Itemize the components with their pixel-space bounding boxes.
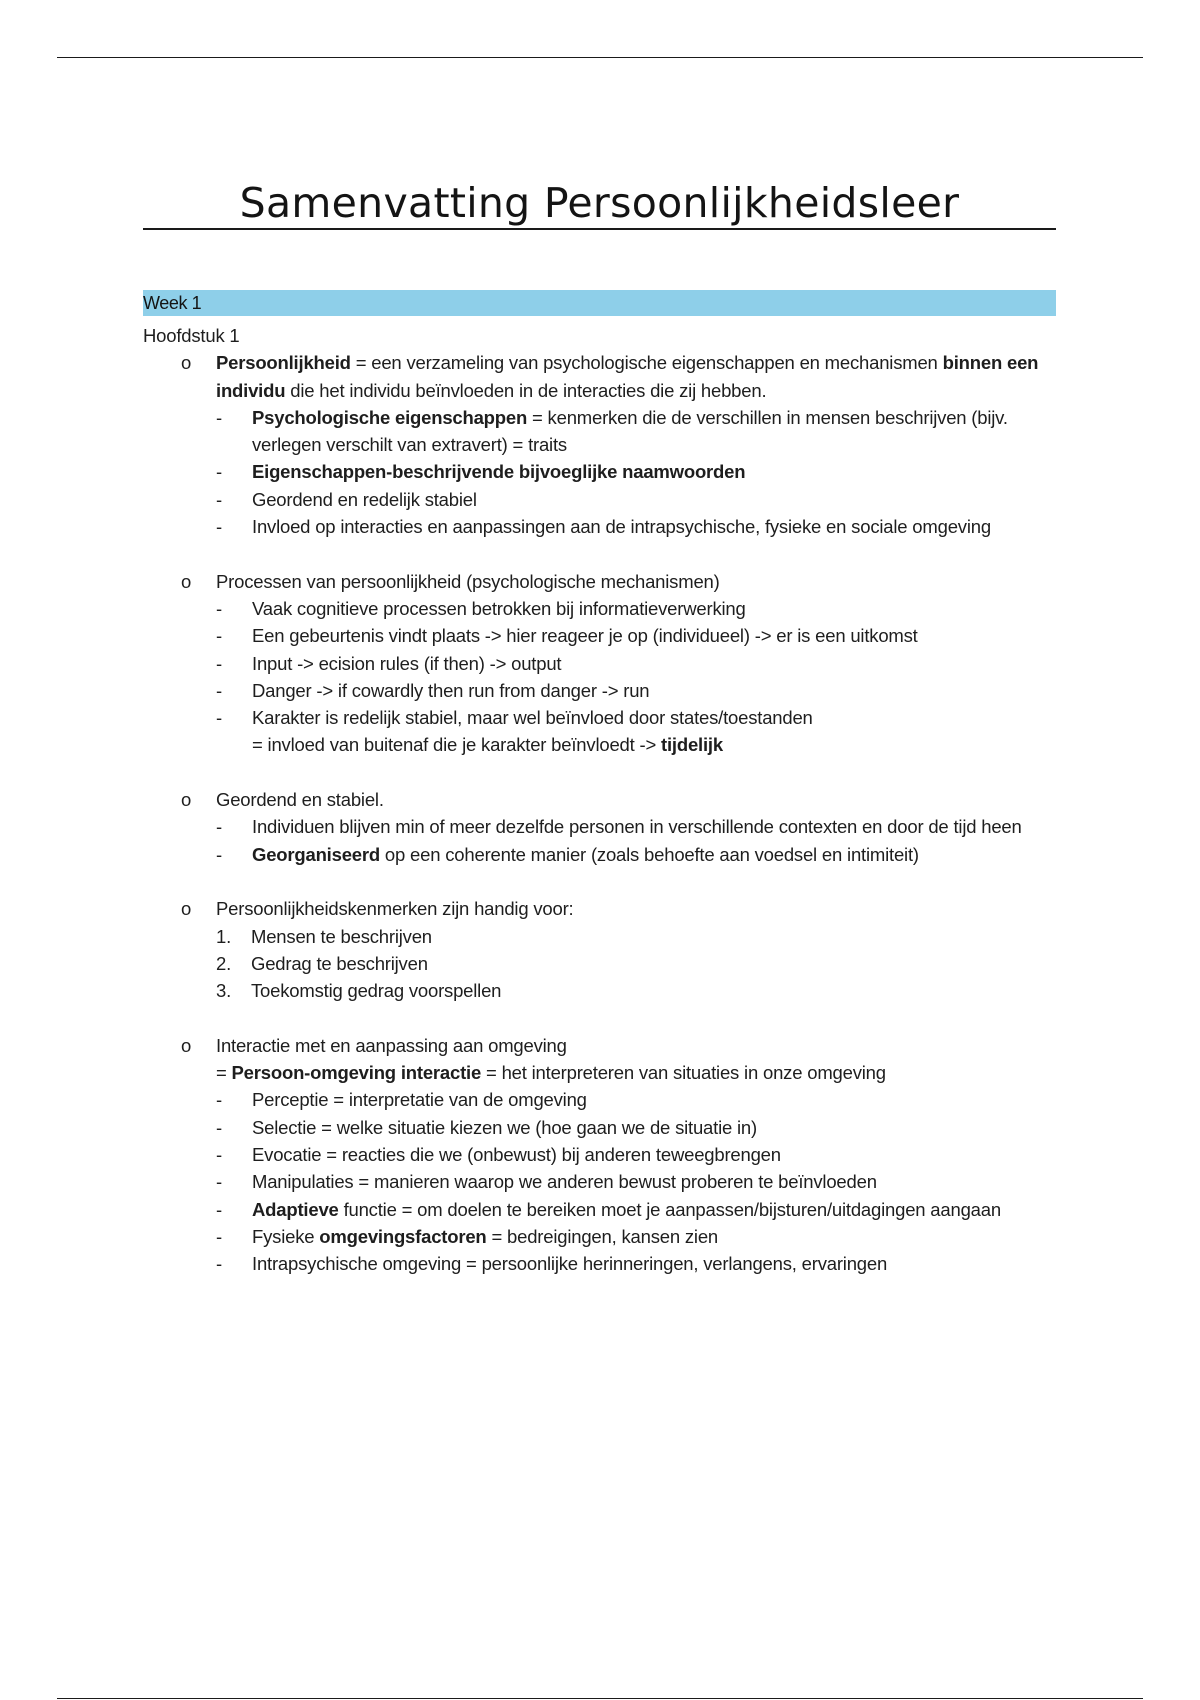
list-item-processen: o Processen van persoonlijkheid (psychologische mechanismen) - Vaak cognitieve processen betrokken bij informatieverwerking - Een gebeurtenis vindt plaats -> hier reageer je op (individueel) -> er is een uitkomst - Input -> ecision rules (if then) -> output - Danger -> if cowardly then run from danger -> run - Karakter is redelijk stabiel, maar wel beïnvloed door states/toestanden = invloed van buitenaf die je karakter beïnvloedt -> tijdelijk — [143, 568, 1063, 759]
numbered-item: 2. Gedrag te beschrijven — [216, 952, 428, 974]
title-underline — [143, 228, 1056, 230]
sub-item: - Intrapsychische omgeving = persoonlijke herinneringen, verlangens, ervaringen — [216, 1250, 1063, 1277]
sub-item: - Evocatie = reacties die we (onbewust) bij anderen teweegbrengen — [216, 1141, 1063, 1168]
sub-item: - Adaptieve functie = om doelen te bereiken moet je aanpassen/bijsturen/uitdagingen aangaan — [216, 1196, 1063, 1223]
sub-item: - Georganiseerd op een coherente manier (zoals behoefte aan voedsel en intimiteit) — [216, 841, 1063, 868]
list-item-persoonlijkheid — [143, 349, 1063, 540]
page-bottom-rule — [57, 1698, 1143, 1699]
sub-item: - Selectie = welke situatie kiezen we (hoe gaan we de situatie in) — [216, 1114, 1063, 1141]
sub-item: - Fysieke omgevingsfactoren = bedreigingen, kansen zien — [216, 1223, 1063, 1250]
sub-list — [216, 404, 1063, 540]
numbered-item: 3. Toekomstig gedrag voorspellen — [216, 980, 502, 1002]
numbered-list — [216, 923, 1063, 1005]
main-list — [143, 349, 1063, 1277]
week-heading: Week 1 — [143, 290, 1056, 316]
numbered-item: 1. Mensen te beschrijven — [216, 925, 432, 947]
sub-item: - Een gebeurtenis vindt plaats -> hier reageer je op (individueel) -> er is een uitkomst — [216, 622, 1063, 649]
sub-item: - Eigenschappen-beschrijvende bijvoeglijke naamwoorden — [216, 458, 1063, 485]
sub-item: - Danger -> if cowardly then run from danger -> run — [216, 677, 1063, 704]
list-item-kenmerken: o Persoonlijkheidskenmerken zijn handig voor: 1. Mensen te beschrijven 2. Gedrag te beschrijven 3. Toekomstig gedrag voorspellen — [143, 895, 1063, 1004]
list-item-interactie: o Interactie met en aanpassing aan omgeving = Persoon-omgeving interactie = het interpreteren van situaties in onze omgeving - Perceptie = interpretatie van de omgeving - Selectie = welke situatie kiezen we (hoe gaan we de situatie in) - Evocatie = reacties die we (onbewust) bij anderen teweegbrengen - Manipulaties = manieren waarop we anderen bewust proberen te beïnvloeden - Adaptieve functie = om doelen te bereiken moet je aanpassen/bijsturen/uitdagingen aangaan - Fysieke omgevingsfactoren = bedreigingen, kansen zien - Intrapsychische omgeving = persoonlijke herinneringen, verlangens, ervaringen — [143, 1032, 1063, 1278]
document-body — [143, 322, 1063, 1277]
sub-item: - Geordend en redelijk stabiel — [216, 486, 1063, 513]
sub-item: - Manipulaties = manieren waarop we anderen bewust proberen te beïnvloeden — [216, 1168, 1063, 1195]
sub-item: - Vaak cognitieve processen betrokken bij informatieverwerking — [216, 595, 1063, 622]
list-item-geordend: o Geordend en stabiel. - Individuen blijven min of meer dezelfde personen in verschillende contexten en door de tijd heen - Georganiseerd op een coherente manier (zoals behoefte aan voedsel en intimiteit) — [143, 786, 1063, 868]
sub-item: - Invloed op interacties en aanpassingen aan de intrapsychische, fysieke en sociale omgeving — [216, 513, 1063, 540]
document-title: Samenvatting Persoonlijkheidsleer — [239, 179, 960, 227]
page-top-rule — [57, 57, 1143, 58]
sub-item: - Input -> ecision rules (if then) -> output — [216, 650, 1063, 677]
sub-item: - Individuen blijven min of meer dezelfde personen in verschillende contexten en door de tijd heen — [216, 813, 1063, 840]
definition-text: = Persoon-omgeving interactie = het interpreteren van situaties in onze omgeving — [216, 1062, 886, 1084]
sub-list — [216, 813, 1063, 868]
sub-item: - Psychologische eigenschappen = kenmerken die de verschillen in mensen beschrijven (bijv. verlegen verschilt van extravert) = traits — [216, 404, 1063, 459]
definition-text: Persoonlijkheid = een verzameling van psychologische eigenschappen en mechanismen binnen een individu die het individu beïnvloeden in de interacties die zij hebben. — [216, 352, 1039, 401]
sub-list — [216, 1086, 1063, 1277]
chapter-heading: Hoofdstuk 1 — [143, 325, 240, 346]
sub-list — [216, 595, 1063, 759]
sub-item: - Karakter is redelijk stabiel, maar wel beïnvloed door states/toestanden = invloed van buitenaf die je karakter beïnvloedt -> tijdelijk — [216, 704, 1063, 759]
sub-item: - Perceptie = interpretatie van de omgeving — [216, 1086, 1063, 1113]
